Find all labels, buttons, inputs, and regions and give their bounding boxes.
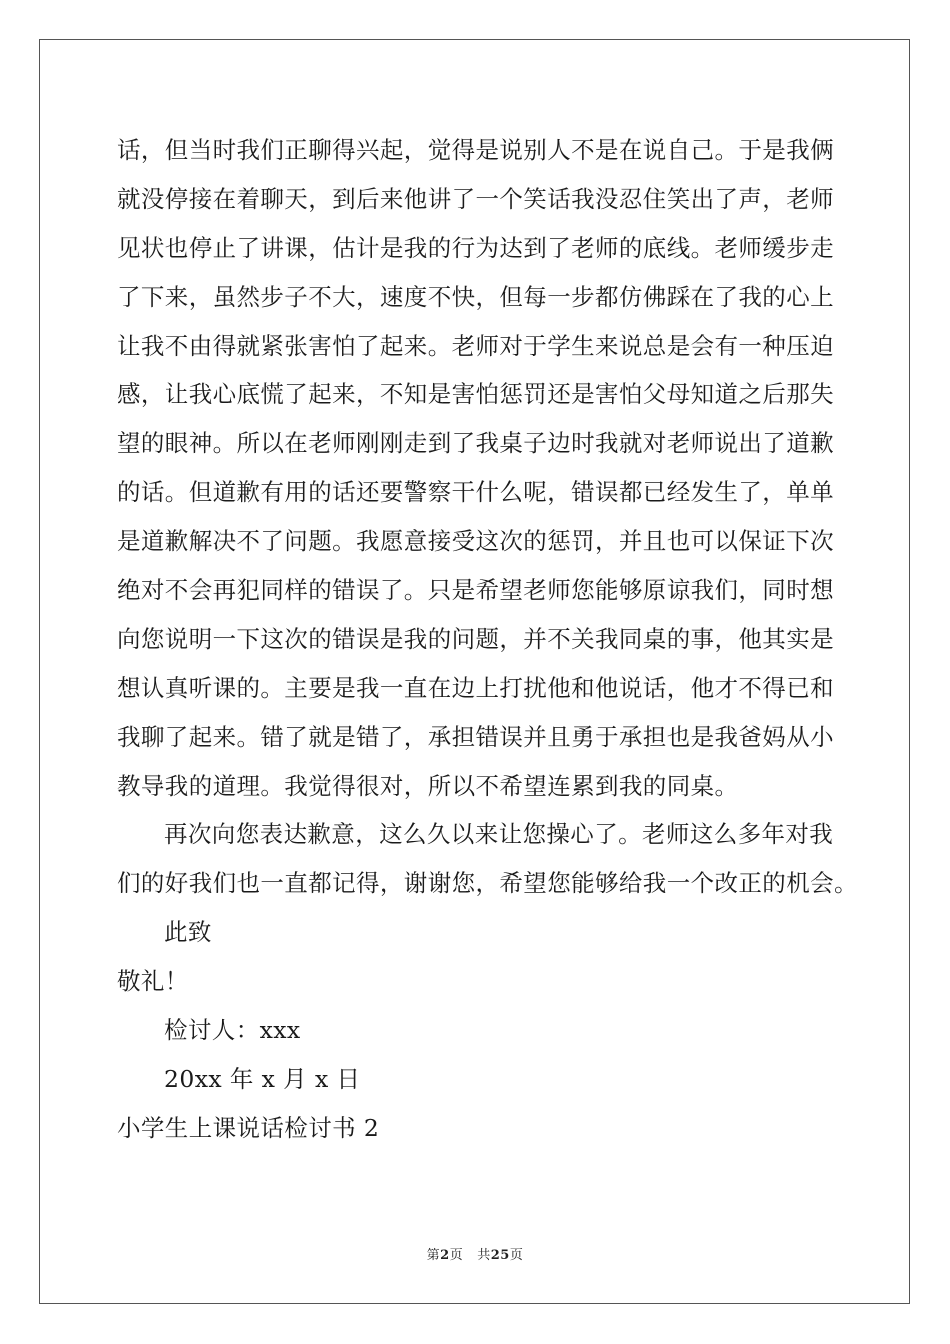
paragraph-line: 绝对不会再犯同样的错误了。只是希望老师您能够原谅我们，同时想 [117,576,834,605]
page-footer [0,1244,950,1263]
total-suffix: 页 [509,1248,524,1263]
paragraph-line: 望的眼神。所以在老师刚刚走到了我桌子边时我就对老师说出了道歉 [117,429,834,458]
paragraph-line: 了下来，虽然步子不大，速度不快，但每一步都仿佛踩在了我的心上 [117,282,834,311]
paragraph-line: 的话。但道歉有用的话还要警察干什么呢，错误都已经发生了，单单 [117,478,834,507]
page-number: 2 [440,1248,450,1263]
total-prefix: 共 [477,1248,491,1263]
paragraph-line: 想认真听课的。主要是我一直在边上打扰他和他说话，他才不得已和 [117,673,834,702]
section-title: 小学生上课说话检讨书 2 [117,1113,380,1142]
page-prefix: 第 [426,1248,441,1263]
paragraph-line: 们的好我们也一直都记得，谢谢您，希望您能够给我一个改正的机会。 [117,869,858,898]
closing-salutation: 此致 [164,918,212,947]
paragraph-line: 让我不由得就紧张害怕了起来。老师对于学生来说总是会有一种压迫 [117,331,834,360]
signature-author: 检讨人：xxx [164,1016,301,1045]
paragraph-line: 再次向您表达歉意，这么久以来让您操心了。老师这么多年对我 [164,820,834,849]
paragraph-line: 就没停接在着聊天，到后来他讲了一个笑话我没忍住笑出了声，老师 [117,184,834,213]
total-pages: 25 [490,1248,510,1263]
signature-date: 20xx 年 x 月 x 日 [164,1064,361,1093]
page-suffix: 页 [449,1248,464,1263]
document-body [117,126,858,1153]
paragraph-line: 感，让我心底慌了起来，不知是害怕惩罚还是害怕父母知道之后那失 [117,380,834,409]
paragraph-line: 教导我的道理。我觉得很对，所以不希望连累到我的同桌。 [117,771,739,800]
paragraph-line: 是道歉解决不了问题。我愿意接受这次的惩罚，并且也可以保证下次 [117,527,834,556]
paragraph-line: 话，但当时我们正聊得兴起，觉得是说别人不是在说自己。于是我俩 [117,136,834,164]
paragraph-line: 向您说明一下这次的错误是我的问题，并不关我同桌的事，他其实是 [117,624,834,653]
paragraph-line: 见状也停止了讲课，估计是我的行为达到了老师的底线。老师缓步走 [117,233,834,262]
closing-regards: 敬礼！ [117,967,189,996]
paragraph-line: 我聊了起来。错了就是错了，承担错误并且勇于承担也是我爸妈从小 [117,722,834,751]
